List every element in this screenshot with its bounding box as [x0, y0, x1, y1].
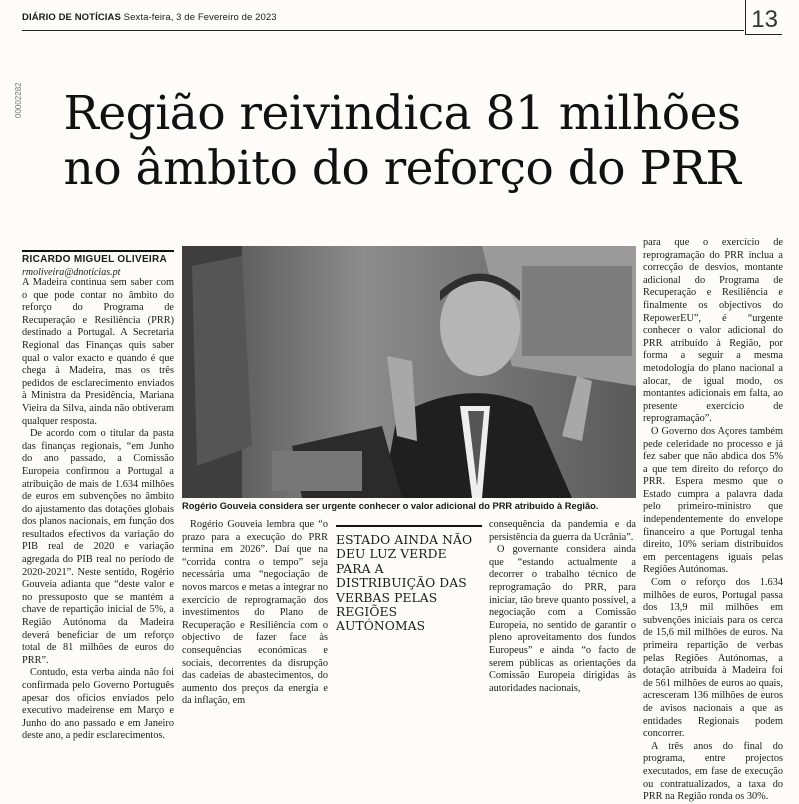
paragraph: para que o exercício de reprogramação do PRR inclua a correcção de desvios, montante adicional do Programa de Recuperação e Resiliência e finalmente os objectivos do RepowerEU”, é “urgente conhecer o valor adicional do PRR atribuído à Região, por forma a seguir a mesma metodologia do plano nacional a alocar, de igual modo, os montantes adicionais em falta, ao presente exercício de reprogramação”.: [643, 237, 783, 425]
pull-quote: ESTADO AINDA NÃO DEU LUZ VERDE PARA A DISTRIBUIÇÃO DAS VERBAS PELAS REGIÕES AUTÓNOMAS: [336, 525, 482, 634]
photo-caption: [182, 500, 636, 512]
photo-portrait-illustration: [182, 246, 636, 498]
headline: [22, 86, 782, 196]
article-column-4: [643, 237, 783, 804]
headline-line-1: Região reivindica 81 milhões: [63, 86, 741, 141]
paragraph: Rogério Gouveia lembra que “o prazo para a execução do PRR termina em 2026”. Daí que na “corrida contra o tempo” seja necessária uma “negociação de novos marcos e metas a integrar no exercício de reprogramação dos investimentos do Plano de Recuperação e Resiliência com o objectivo de fazer face às consequências económicas e sociais, decorrentes da disrupção das cadeias de abastecimentos, do aumento dos preços da energia e da inflação, em: [182, 519, 328, 707]
page-header: [22, 0, 782, 34]
article-column-2: [182, 519, 328, 708]
article-column-1: [22, 277, 174, 743]
photo-caption-text: Rogério Gouveia considera ser urgente conhecer o valor adicional do PRR atribuído à Região.: [182, 501, 599, 511]
byline-email: rmoliveira@dnoticias.pt: [22, 267, 121, 278]
article-column-3: [489, 519, 636, 695]
page-number-box: [745, 0, 782, 35]
header-meta: [22, 12, 277, 23]
byline: [22, 250, 174, 278]
paragraph: A três anos do final do programa, entre projectos executados, em fase de execução ou contratualizados, a taxa do PRR na Região ronda os 30%.: [643, 740, 783, 803]
headline-line-2: no âmbito do reforço do PRR: [63, 141, 741, 196]
paragraph: consequência da pandemia e da persistência da guerra da Ucrânia”.: [489, 519, 636, 543]
publication-name: DIÁRIO DE NOTÍCIAS: [22, 12, 121, 23]
article-photo: [182, 246, 636, 498]
paragraph: A Madeira continua sem saber com o que pode contar no âmbito do reforço do Programa de Recuperação e Resiliência (PRR) destinado a Portugal. A Secretaria Regional das Finanças quis saber qual o valor exacto e quando é que chega à Madeira, mas os três pedidos de esclarecimento enviados à Ministra da Presidência, Mariana Vieira da Silva, ainda não obtiveram qualquer resposta.: [22, 277, 174, 427]
byline-author: RICARDO MIGUEL OLIVEIRA: [22, 254, 168, 265]
paragraph: O Governo dos Açores também pede celeridade no processo e já fez saber que não abdica dos 5% a que tem direito do reforço do PRR. Espera mesmo que o Estado cumpra a palavra dada pelo primeiro-ministro que independentemente do envelope financeiro a que Portugal tenha direito, 10% seriam distribuídos em percentagens iguais pelas Regiões Autónomas.: [643, 425, 783, 576]
paragraph: Com o reforço dos 1.634 milhões de euros, Portugal passa dos 13,9 mil milhões em subvenções iniciais para os cerca de 15,6 mil milhões de euros. Na primeira repartição de verbas pelas Regiões Autónomas, a dotação atribuída à Madeira foi de 561 milhões de euros ao quais, acresceram 136 milhões de euros de avisos nacionais a que as entidades Regionais podem concorrer.: [643, 577, 783, 740]
header-rule: [22, 30, 744, 31]
publication-date: Sexta-feira, 3 de Fevereiro de 2023: [123, 12, 277, 23]
paragraph: De acordo com o titular da pasta das finanças regionais, “em Junho do ano passado, a Comissão Europeia confirmou a Portugal a atribuição de mais de 1.634 milhões de euros em subvenções no âmbito do ajustamento das dotações globais dos planos nacionais, em função dos resultados efectivos da variação do PIB real de 2020 e variação agregada do PIB real no período de 2020-2021”. Neste sentido, Rogério Gouveia adianta que “deste valor e no pressuposto que se mantém a chave de repartição inicial de 5%, a Região Autónoma da Madeira deverá beneficiar de um reforço total de 81 milhões de euros do PRR”.: [22, 428, 174, 666]
paragraph: Contudo, esta verba ainda não foi confirmada pelo Governo Português apesar dos ofícios enviados pelo executivo madeirense em Março e Junho do ano passado e em Janeiro deste ano, a pedir esclarecimentos.: [22, 667, 174, 742]
page-number: 13: [751, 6, 778, 33]
side-code: 00002282: [14, 82, 23, 118]
paragraph: O governante considera ainda que “estando actualmente a decorrer o trabalho técnico de reprogramação do PRR, para iniciar, tão breve quanto possível, a negociação com a Comissão Europeia, no sentido de garantir o pleno aproveitamento dos fundos Europeus” e ainda “o facto de serem públicas as orientações da Comissão Europeia dirigidas às autoridades nacionais,: [489, 544, 636, 694]
